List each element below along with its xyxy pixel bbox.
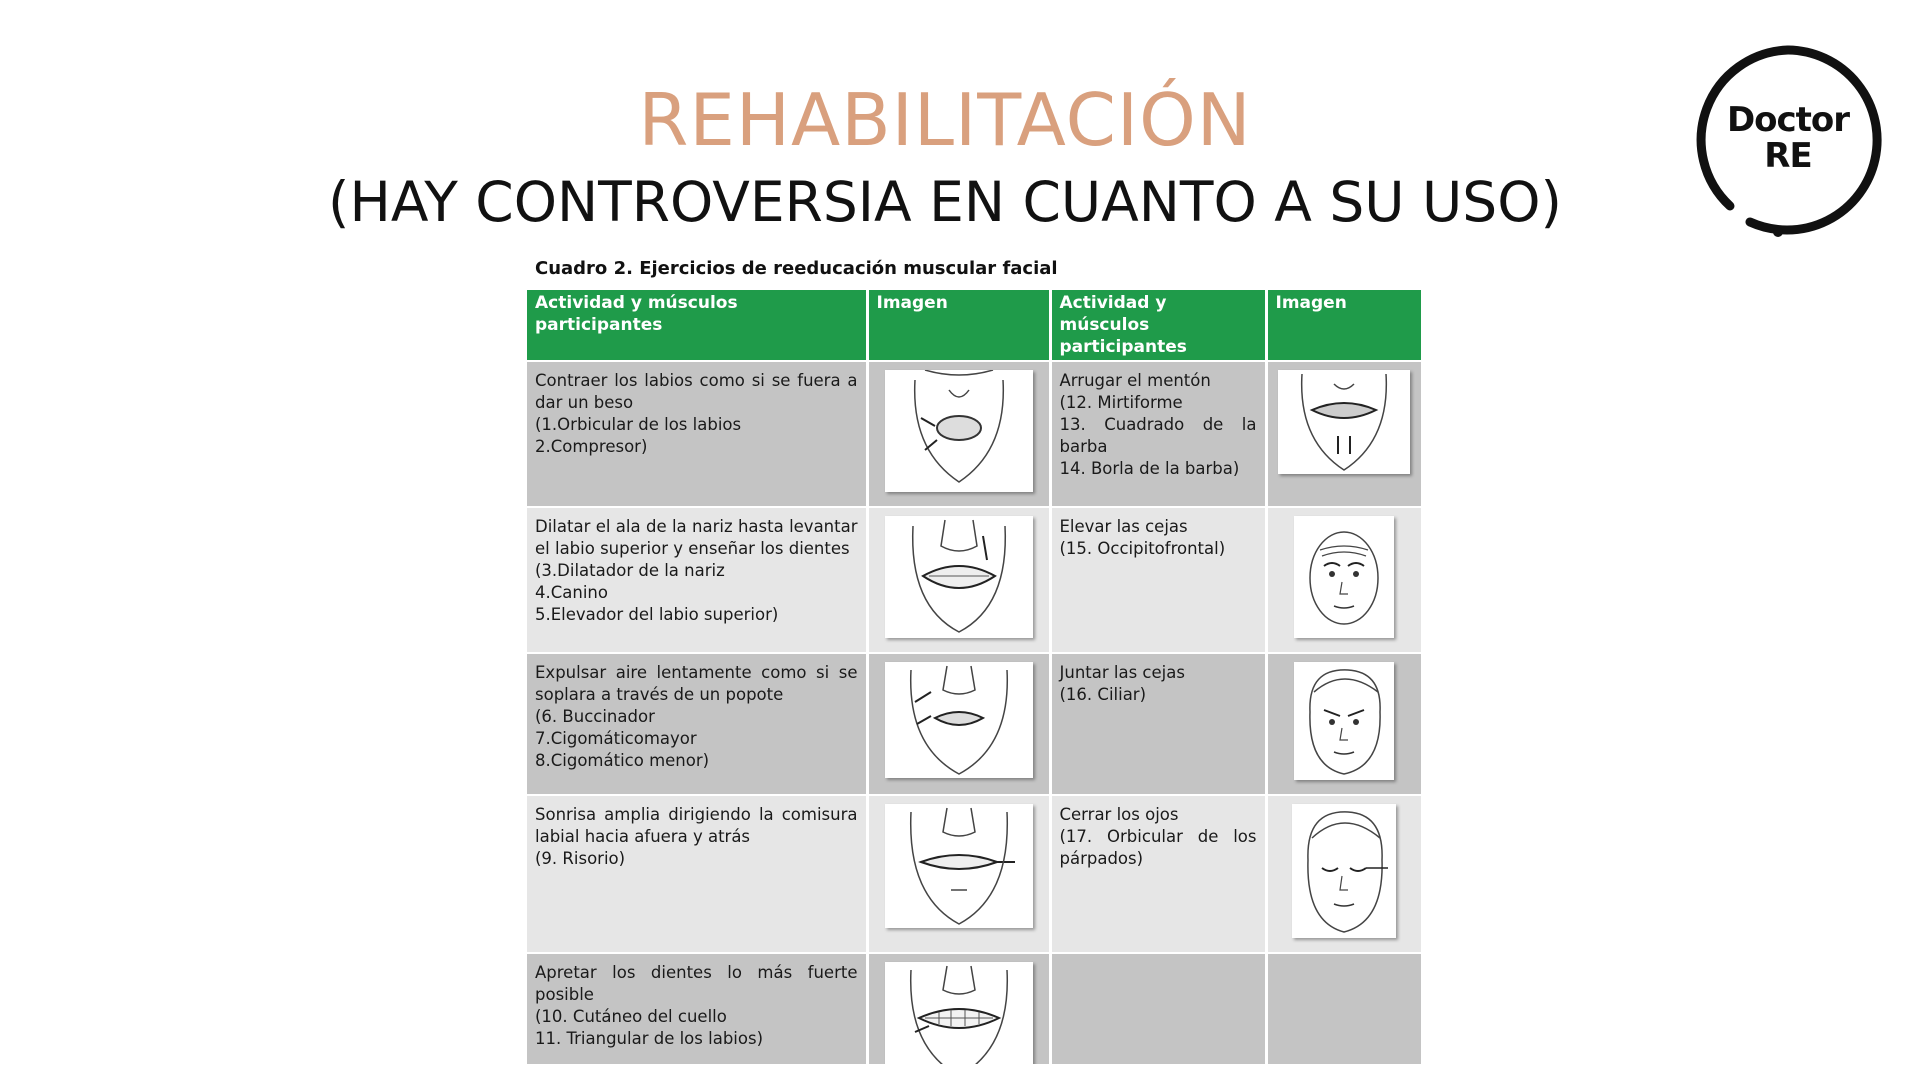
activity-text: Dilatar el ala de la nariz hasta levantar el labio superior y enseñar los dientes (535, 517, 858, 558)
activity-text: Expulsar aire lentamente como si se soplara a través de un popote (535, 663, 858, 704)
muscle-text: (10. Cutáneo del cuello (535, 1007, 727, 1026)
clench-teeth-illustration (885, 962, 1033, 1064)
exercise-table (527, 290, 1422, 1064)
table-row (527, 507, 1422, 653)
logo-line-1: Doctor (1726, 100, 1850, 140)
activity-cell (1050, 795, 1266, 953)
activity-cell (527, 361, 867, 507)
activity-text: Elevar las cejas (1059, 517, 1188, 536)
activity-text: Apretar los dientes lo más fuerte posible (535, 963, 858, 1004)
empty-cell (1266, 953, 1422, 1064)
muscle-text: 11. Triangular de los labios) (535, 1029, 764, 1048)
header-activity-right: Actividad y músculos participantes (1050, 290, 1266, 361)
muscle-text: (16. Ciliar) (1059, 685, 1147, 704)
table-header-row (527, 290, 1422, 361)
image-cell (867, 953, 1050, 1064)
image-cell (867, 361, 1050, 507)
activity-cell (1050, 361, 1266, 507)
raise-eyebrows-illustration (1294, 516, 1394, 638)
table-row (527, 361, 1422, 507)
logo-line-2: RE (1764, 136, 1812, 176)
image-cell (867, 507, 1050, 653)
close-eyes-illustration (1292, 804, 1396, 938)
activity-text: Juntar las cejas (1059, 663, 1185, 682)
muscle-text: (12. Mirtiforme (1059, 393, 1183, 412)
header-image-right: Imagen (1266, 290, 1422, 361)
muscle-text: (6. Buccinador (535, 707, 655, 726)
blow-air-illustration (885, 662, 1033, 778)
muscle-text: (17. Orbicular de los párpados) (1059, 827, 1257, 868)
slide-subtitle: (HAY CONTROVERSIA EN CUANTO A SU USO) (328, 170, 1562, 234)
slide-title: REHABILITACIÓN (638, 78, 1252, 162)
image-cell (1266, 653, 1422, 795)
muscle-text: 5.Elevador del labio superior) (535, 605, 779, 624)
muscle-text: (3.Dilatador de la nariz (535, 561, 725, 580)
muscle-text: 14. Borla de la barba) (1059, 459, 1240, 478)
muscle-text: 7.Cigomáticomayor (535, 729, 697, 748)
header-activity-left: Actividad y músculos participantes (527, 290, 867, 361)
muscle-text: 8.Cigomático menor) (535, 751, 710, 770)
image-cell (1266, 361, 1422, 507)
image-cell (1266, 507, 1422, 653)
nose-dilate-illustration (885, 516, 1033, 638)
activity-text: Cerrar los ojos (1059, 805, 1179, 824)
header-image-left: Imagen (867, 290, 1050, 361)
activity-cell (1050, 507, 1266, 653)
activity-cell (1050, 653, 1266, 795)
chin-wrinkle-illustration (1278, 370, 1410, 474)
lips-kiss-illustration (885, 370, 1033, 492)
table-row (527, 795, 1422, 953)
muscle-text: (1.Orbicular de los labios (535, 415, 742, 434)
activity-cell (527, 653, 867, 795)
image-cell (1266, 795, 1422, 953)
frown-eyebrows-illustration (1294, 662, 1394, 780)
activity-cell (527, 507, 867, 653)
image-cell (867, 653, 1050, 795)
muscle-text: (9. Risorio) (535, 849, 626, 868)
wide-smile-illustration (885, 804, 1033, 928)
activity-text: Arrugar el mentón (1059, 371, 1211, 390)
table-row (527, 653, 1422, 795)
muscle-text: (15. Occipitofrontal) (1059, 539, 1226, 558)
activity-text: Contraer los labios como si se fuera a dar un beso (535, 371, 858, 412)
muscle-text: 2.Compresor) (535, 437, 648, 456)
empty-cell (1050, 953, 1266, 1064)
image-cell (867, 795, 1050, 953)
muscle-text: 13. Cuadrado de la barba (1059, 415, 1257, 456)
activity-text: Sonrisa amplia dirigiendo la comisura labial hacia afuera y atrás (535, 805, 858, 846)
muscle-text: 4.Canino (535, 583, 608, 602)
table-row (527, 953, 1422, 1064)
activity-cell (527, 795, 867, 953)
activity-cell (527, 953, 867, 1064)
exercise-table-image (527, 256, 1422, 1064)
logo-text (1690, 102, 1886, 174)
doctor-re-logo (1690, 42, 1886, 238)
table-caption: Cuadro 2. Ejercicios de reeducación muscular facial (535, 258, 1058, 279)
